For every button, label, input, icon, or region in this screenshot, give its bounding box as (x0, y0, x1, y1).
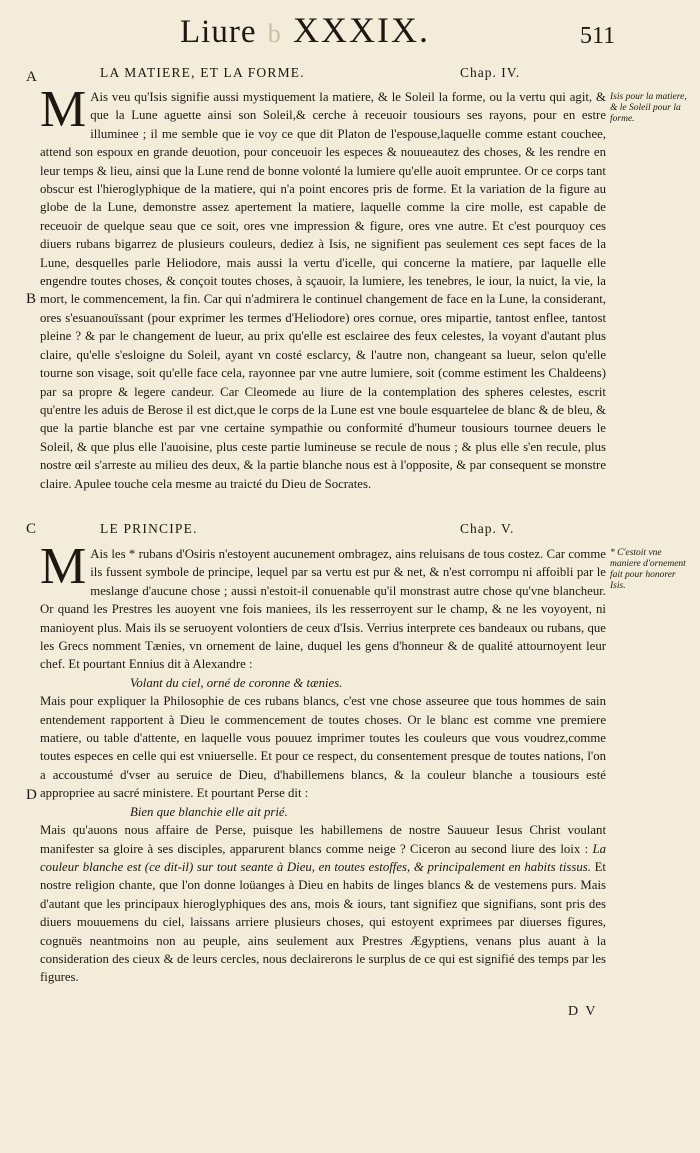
chapter-5-title: LE PRINCIPE. (100, 521, 198, 536)
paragraph-text: Ais veu qu'Isis signifie aussi mystiquement la matiere, & le Soleil la forme, ou la vertu qui agit, & que la Lune aguette ainsi son Soleil,& cerche à receuoir tousiours ses rayons, pour en estre illuminee ; il me semble que ie voy ce que dit Platon de l'espouse,laquelle comme estant couchee, attend son espoux en grande deuotion, pour conceuoir les especes & nouueautez des choses, & les rendre en leur temps & lieu, ainsi que la Lune rend de bonne volonté la lumiere qu'elle auoit empruntee. Or ce corps tant obscur est l'hieroglyphique de la matiere, qui n'a point encores pris de forme. Et la variation de la figure au globe de la Lune, demonstre assez apertement la matiere, laquelle comme la cire molle, est capable de receuoir de quelque seau que ce soit, ores vne impression & figure, ores vne autre. Et c'est pourquoy ces diuers rubans bigarrez de plusieurs couleurs, dediez à Isis, ne signifient pas seulement ces sept faces de la Lune, desquelles parle Heliodore, mais aussi la vertu d'icelle, qui concerne la matiere, par laquelle elle engendre toutes choses, & conçoit toutes choses, à sçauoir, la lumiere, les tenebres, le iour, la nuict, la vie, la mort, le commencement, la fin. Car qui n'admirera le continuel changement de face en la Lune, la considerant, ores s'esuanouïssant (pour exprimer les termes d'Heliodore) ores cornue, ores mipartie, tantost enflee, tantost pleine ? & par le changement de lueur, au prix qu'elle est esclairee des feux celestes, la voyant d'autant plus claire, qu'elle s'esloigne du Soleil, ayant vn costé esclarcy, & l'autre non, changeant sa lueur, selon qu'elle tourne son visage, soit qu'elle face cela, rayonnee par vne autre lumiere, soit (comme estiment les Chaldeens) par sa propre & legere candeur. Car Cleomede au liure de la contemplation des spheres celestes, escrit qu'entre les aduis de Berose il est dict,que le corps de la Lune est vne boule esquartelee de blanc & de bleu, & que la partie blanche est par vne certaine sympathie ou conformité d'humeur tousiours tournee deuers le Soleil, & que plus elle l'auoisine, plus ceste partie lumineuse se recule de nous ; & plus elle s'en recule, plus nostre œil s'arreste au milieu des deux, & la partie blanche nous est à l'opposite, & par consequent se monstre claire. Apulee touche cela mesme au traicté du Dieu de Socrates. (40, 90, 606, 491)
running-title (180, 12, 430, 49)
show-through-letter: b (267, 19, 282, 48)
margin-letter-c: C (26, 521, 37, 537)
side-note-matiere: Isis pour la matiere, & le Soleil pour la forme. (610, 92, 687, 124)
chapter-4-number: Chap. IV. (460, 65, 521, 80)
cicero-quote: La couleur blanche est (ce dit-il) sur tout seante à Dieu, en toutes estoffes, & principalement en habits tissus. (40, 841, 606, 874)
margin-letter-a: A (26, 69, 37, 85)
title-word: Liure (180, 14, 257, 50)
margin-letter-b: B (26, 291, 37, 307)
chapter-5-body (40, 538, 606, 987)
verse-quote-ennius: Volant du ciel, orné de coronne & tænies. (130, 675, 343, 690)
catchword: D V (568, 1004, 598, 1019)
chapter-4-paragraph (40, 81, 606, 493)
paragraph-text: Et nostre religion chante, que l'on donne loüanges à Dieu en habits de linges blancs & de vestemens purs. Mais d'autant que les principaux hieroglyphiques des ans, mois & iours, tant signifiez que signifians, sont pris des diuers mouuemens du ciel, laissans arriere plusieurs choses, qui estoyent exprimees par diuerses figures, cognuës neantmoins non au peuple, ains seulement aux Prestres Ægyptiens, venans plus auant à la consideration des cieux & de leurs cercles, nous declairerons le surplus de ce qui est signifié des temps par les figures. (40, 859, 606, 985)
paragraph-text: Ais les * rubans d'Osiris n'estoyent aucunement ombragez, ains reluisans de tous costez. Car comme ils fussent symbole de principe, lequel par sa vertu est pur & net, & n'est corrompu ni affoibli par le meslange d'aucune chose ; aussi n'estoit-il conuenable qu'il monstrast autre chose qu'vne blancheur. Or quand les Prestres les auoyent vne fois maniees, ils les resserroyent sur le champ, & ne les voyoyent, ni manioyent plus. Mais ils se seruoyent volontiers de ceux d'Isis. Verrius interprete ces bandeaux ou rubans, que les Grecs nomment Tænies, vn ornement de laine, duquel les gens d'honneur & de qualité attournoyent leur chef. Et pourtant Ennius dit à Alexandre : (40, 547, 606, 672)
chapter-5-paragraph-3 (40, 821, 606, 987)
chapter-5-paragraph-1 (40, 538, 606, 674)
side-note-ornement: * C'estoit vne maniere d'ornement fait pour honorer Isis. (610, 548, 686, 591)
drop-cap: M (40, 81, 87, 138)
book-number: XXXIX. (292, 10, 430, 50)
chapter-5-number: Chap. V. (460, 521, 515, 536)
verse-quote-perse: Bien que blanchie elle ait prié. (130, 804, 288, 819)
chapter-4-heading (100, 66, 620, 80)
chapter-4-title: LA MATIERE, ET LA FORME. (100, 65, 305, 80)
drop-cap: M (40, 538, 87, 595)
paragraph-text: Mais qu'auons nous affaire de Perse, puisque les habillemens de nostre Sauueur Iesus Christ voulant manifester sa gloire à ses disciples, apparurent blancs comme neige ? Ciceron au second liure des loix : (40, 823, 606, 856)
chapter-4-body (40, 81, 606, 493)
page-number: 511 (580, 23, 616, 49)
chapter-5-heading (100, 522, 620, 536)
margin-letter-d: D (26, 787, 37, 803)
chapter-5-paragraph-2: Mais pour expliquer la Philosophie de ces rubans blancs, c'est vne chose asseuree que tous hommes de sain entendement rapportent à Dieu le commencement de toutes choses. Or le blanc est comme vne premiere matiere, ou table d'attente, en laquelle vous pouuez imprimer toutes les couleurs que vous voudrez,comme toutes especes en celle qui est vniuerselle. Et pour ce respect, du consentement presque de toutes nations, l'on a accoustumé d'vser au seruice de Dieu, d'habillemens blancs, & la couleur blanche a tousiours esté appropriee au sacré ministere. Et pourtant Perse dit : (40, 694, 606, 801)
